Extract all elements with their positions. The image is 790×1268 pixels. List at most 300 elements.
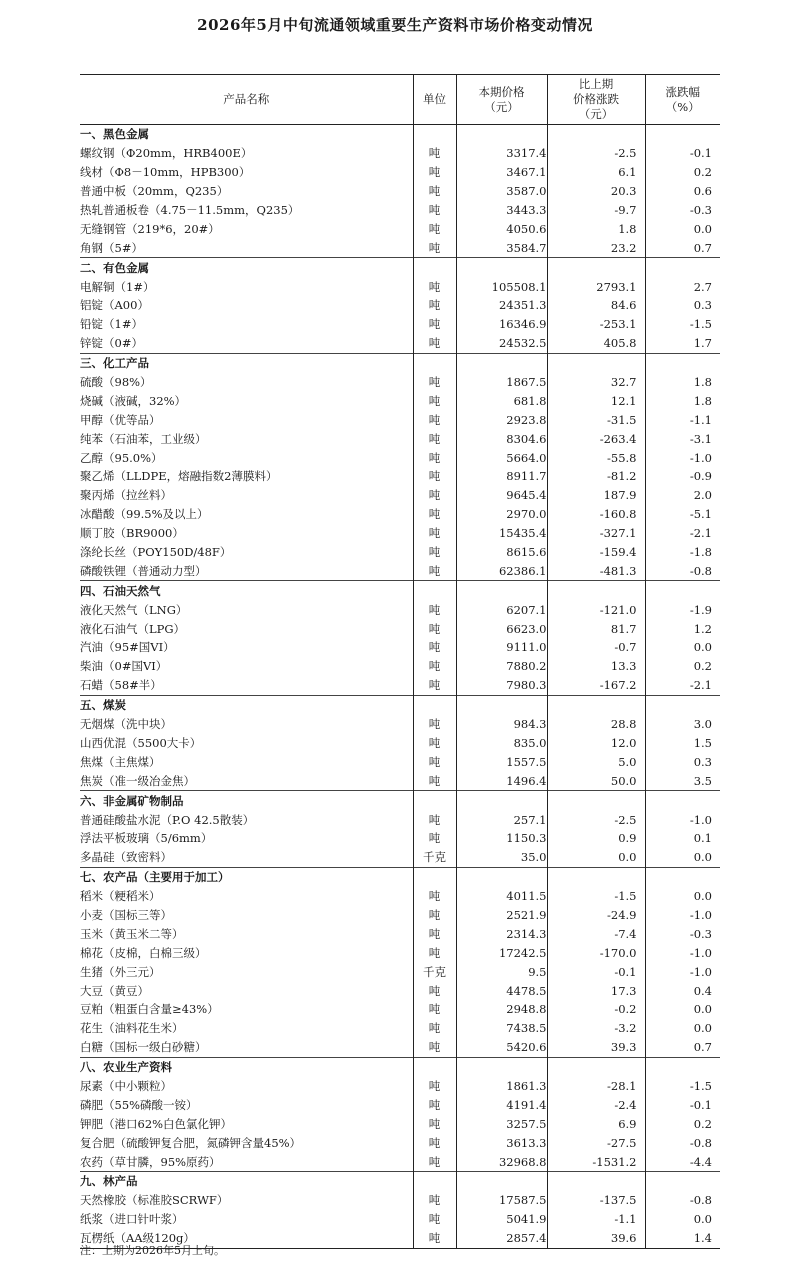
unit-cell: 吨 (413, 752, 456, 771)
pct-cell: 0.2 (645, 657, 720, 676)
empty-cell (547, 258, 645, 277)
pct-cell: -0.3 (645, 924, 720, 943)
header-change (547, 75, 645, 125)
header-pct-line: 涨跌幅 (665, 84, 700, 99)
header-price-unit: （元） (484, 99, 519, 114)
change-cell: -167.2 (547, 676, 645, 695)
table-row (80, 619, 720, 638)
table-row (80, 981, 720, 1000)
pct-cell: 0.0 (645, 1000, 720, 1019)
product-name-cell: 浮法平板玻璃（5/6mm） (80, 831, 213, 846)
table-row (80, 1191, 720, 1210)
empty-cell (645, 125, 720, 144)
change-cell: -0.1 (547, 962, 645, 981)
unit-cell: 千克 (413, 962, 456, 981)
table-row (80, 1077, 720, 1096)
table-row (80, 543, 720, 562)
price-cell: 3317.4 (456, 144, 547, 163)
page-title: 2026年5月中旬流通领域重要生产资料市场价格变动情况 (197, 16, 593, 34)
section-row (80, 581, 720, 600)
table-row (80, 1152, 720, 1171)
change-cell: -263.4 (547, 429, 645, 448)
empty-cell (645, 867, 720, 886)
table-row (80, 391, 720, 410)
price-cell: 24532.5 (456, 334, 547, 353)
pct-cell: 0.0 (645, 1019, 720, 1038)
section-title: 五、煤炭 (80, 695, 413, 714)
pct-cell: 0.1 (645, 829, 720, 848)
price-cell: 1557.5 (456, 752, 547, 771)
pct-cell: 1.5 (645, 734, 720, 753)
pct-cell: -0.3 (645, 201, 720, 220)
empty-cell (413, 695, 456, 714)
price-cell: 3467.1 (456, 163, 547, 182)
unit-cell: 吨 (413, 1133, 456, 1152)
empty-cell (456, 353, 547, 372)
empty-cell (645, 1057, 720, 1076)
change-cell: 84.6 (547, 296, 645, 315)
unit-cell: 吨 (413, 410, 456, 429)
empty-cell (413, 125, 456, 144)
table-row (80, 373, 720, 392)
table-row (80, 238, 720, 257)
empty-cell (456, 258, 547, 277)
product-name-cell: 白糖（国标一级白砂糖） (80, 1040, 207, 1055)
price-table (80, 74, 720, 1249)
pct-cell: 0.0 (645, 848, 720, 867)
unit-cell: 吨 (413, 1077, 456, 1096)
pct-cell: -0.8 (645, 561, 720, 580)
pct-cell: -0.8 (645, 1191, 720, 1210)
pct-cell: 0.0 (645, 219, 720, 238)
unit-cell: 吨 (413, 981, 456, 1000)
section-row (80, 1057, 720, 1076)
footnote: 注：上期为2026年5月上旬。 (80, 1244, 225, 1257)
pct-cell: 1.7 (645, 334, 720, 353)
price-cell: 24351.3 (456, 296, 547, 315)
change-cell: 39.6 (547, 1229, 645, 1248)
empty-cell (547, 353, 645, 372)
pct-cell: -1.0 (645, 962, 720, 981)
change-cell: -1531.2 (547, 1152, 645, 1171)
unit-cell: 吨 (413, 638, 456, 657)
unit-cell: 吨 (413, 334, 456, 353)
change-cell: -170.0 (547, 943, 645, 962)
pct-cell: 2.0 (645, 486, 720, 505)
header-change-line1: 比上期 (578, 77, 614, 91)
change-cell: 1.8 (547, 219, 645, 238)
header-price-line: 本期价格 (478, 84, 525, 99)
table-row (80, 924, 720, 943)
table-row (80, 1114, 720, 1133)
product-name-cell: 山西优混（5500大卡） (80, 735, 202, 750)
header-change-unit: （元） (578, 107, 614, 121)
table-body (80, 125, 720, 1249)
unit-cell: 吨 (413, 1191, 456, 1210)
change-cell: 5.0 (547, 752, 645, 771)
unit-cell: 吨 (413, 373, 456, 392)
unit-cell: 吨 (413, 943, 456, 962)
price-cell: 4478.5 (456, 981, 547, 1000)
empty-cell (456, 695, 547, 714)
pct-cell: 0.7 (645, 238, 720, 257)
product-name-cell: 玉米（黄玉米二等） (80, 926, 184, 941)
change-cell: -481.3 (547, 561, 645, 580)
change-cell: -121.0 (547, 600, 645, 619)
unit-cell: 吨 (413, 810, 456, 829)
change-cell: 0.9 (547, 829, 645, 848)
change-cell: -1.5 (547, 887, 645, 906)
price-cell: 8911.7 (456, 467, 547, 486)
section-title: 四、石油天然气 (80, 581, 413, 600)
table-row (80, 182, 720, 201)
empty-cell (547, 1057, 645, 1076)
change-cell: 405.8 (547, 334, 645, 353)
section-title: 一、黑色金属 (80, 127, 149, 142)
price-cell: 1861.3 (456, 1077, 547, 1096)
unit-cell: 吨 (413, 561, 456, 580)
empty-cell (645, 791, 720, 810)
table-row (80, 1038, 720, 1057)
unit-cell: 吨 (413, 238, 456, 257)
empty-cell (413, 791, 456, 810)
change-cell: -137.5 (547, 1191, 645, 1210)
unit-cell: 吨 (413, 163, 456, 182)
product-name-cell: 焦炭（准一级冶金焦） (80, 773, 195, 788)
price-cell: 3587.0 (456, 182, 547, 201)
product-name-cell: 豆粕（粗蛋白含量≥43%） (80, 1002, 219, 1017)
change-cell: -2.5 (547, 144, 645, 163)
table-row (80, 201, 720, 220)
pct-cell: 0.6 (645, 182, 720, 201)
product-name-cell: 小麦（国标三等） (80, 907, 172, 922)
change-cell: -27.5 (547, 1133, 645, 1152)
pct-cell: -2.1 (645, 524, 720, 543)
table-row (80, 524, 720, 543)
pct-cell: 1.8 (645, 373, 720, 392)
product-name-cell: 汽油（95#国VI） (80, 640, 175, 655)
product-name-cell: 棉花（皮棉，白棉三级） (80, 945, 207, 960)
price-cell: 7880.2 (456, 657, 547, 676)
unit-cell: 吨 (413, 715, 456, 734)
unit-cell: 吨 (413, 1038, 456, 1057)
table-header (80, 75, 720, 125)
section-row (80, 695, 720, 714)
unit-cell: 吨 (413, 448, 456, 467)
price-cell: 257.1 (456, 810, 547, 829)
table-row (80, 315, 720, 334)
change-cell: 50.0 (547, 771, 645, 790)
section-title: 二、有色金属 (80, 258, 413, 277)
unit-cell: 吨 (413, 296, 456, 315)
unit-cell: 吨 (413, 524, 456, 543)
price-cell: 8304.6 (456, 429, 547, 448)
unit-cell: 吨 (413, 887, 456, 906)
empty-cell (645, 581, 720, 600)
section-row (80, 353, 720, 372)
product-name-cell: 烧碱（液碱，32%） (80, 393, 187, 408)
price-cell: 4050.6 (456, 219, 547, 238)
table-row (80, 486, 720, 505)
price-cell: 2948.8 (456, 1000, 547, 1019)
pct-cell: 0.0 (645, 887, 720, 906)
product-name-cell: 甲醇（优等品） (80, 412, 161, 427)
section-row (80, 867, 720, 886)
product-name-cell: 生猪（外三元） (80, 964, 161, 979)
table-row (80, 657, 720, 676)
table-row (80, 734, 720, 753)
price-cell: 16346.9 (456, 315, 547, 334)
table-row (80, 906, 720, 925)
product-name-cell: 农药（草甘膦，95%原药） (80, 1154, 221, 1169)
product-name-cell: 铅锭（1#） (80, 317, 143, 332)
product-name-cell: 冰醋酸（99.5%及以上） (80, 507, 209, 522)
change-cell: 0.0 (547, 848, 645, 867)
table-row (80, 943, 720, 962)
change-cell: -24.9 (547, 906, 645, 925)
empty-cell (456, 791, 547, 810)
table-row (80, 1000, 720, 1019)
pct-cell: -1.5 (645, 315, 720, 334)
table-row (80, 429, 720, 448)
product-name-cell: 顺丁胶（BR9000） (80, 526, 184, 541)
product-name-cell: 纸浆（进口针叶浆） (80, 1212, 184, 1227)
product-name-cell: 硫酸（98%） (80, 375, 152, 390)
pct-cell: 1.4 (645, 1229, 720, 1248)
price-cell: 9645.4 (456, 486, 547, 505)
pct-cell: -0.8 (645, 1133, 720, 1152)
table-row (80, 144, 720, 163)
table-row (80, 1133, 720, 1152)
change-cell: -327.1 (547, 524, 645, 543)
empty-cell (547, 125, 645, 144)
header-pct-unit: （%） (665, 99, 700, 114)
empty-cell (413, 353, 456, 372)
unit-cell: 吨 (413, 829, 456, 848)
table-row (80, 219, 720, 238)
product-name-cell: 天然橡胶（标准胶SCRWF） (80, 1193, 229, 1208)
unit-cell: 吨 (413, 1114, 456, 1133)
change-cell: -7.4 (547, 924, 645, 943)
product-name-cell: 磷酸铁锂（普通动力型） (80, 563, 207, 578)
price-cell: 3443.3 (456, 201, 547, 220)
pct-cell: -0.1 (645, 144, 720, 163)
empty-cell (413, 581, 456, 600)
unit-cell: 吨 (413, 543, 456, 562)
unit-cell: 吨 (413, 657, 456, 676)
product-name-cell: 纯苯（石油苯，工业级） (80, 431, 207, 446)
unit-cell: 吨 (413, 429, 456, 448)
change-cell: 12.0 (547, 734, 645, 753)
change-cell: -31.5 (547, 410, 645, 429)
change-cell: 39.3 (547, 1038, 645, 1057)
pct-cell: 3.0 (645, 715, 720, 734)
unit-cell: 吨 (413, 1000, 456, 1019)
empty-cell (645, 258, 720, 277)
pct-cell: -0.1 (645, 1095, 720, 1114)
unit-cell: 吨 (413, 201, 456, 220)
table-row (80, 1210, 720, 1229)
change-cell: -253.1 (547, 315, 645, 334)
unit-cell: 吨 (413, 924, 456, 943)
change-cell: 187.9 (547, 486, 645, 505)
empty-cell (413, 1057, 456, 1076)
unit-cell: 吨 (413, 391, 456, 410)
price-cell: 2970.0 (456, 505, 547, 524)
change-cell: -81.2 (547, 467, 645, 486)
change-cell: 6.9 (547, 1114, 645, 1133)
pct-cell: 1.8 (645, 391, 720, 410)
product-name-cell: 无烟煤（洗中块） (80, 717, 172, 732)
pct-cell: -1.0 (645, 906, 720, 925)
empty-cell (547, 581, 645, 600)
product-name-cell: 螺纹钢（Φ20mm，HRB400E） (80, 146, 253, 161)
unit-cell: 吨 (413, 182, 456, 201)
price-cell: 4191.4 (456, 1095, 547, 1114)
header-change-line2: 价格涨跌 (573, 92, 619, 106)
price-cell: 1867.5 (456, 373, 547, 392)
pct-cell: -1.1 (645, 410, 720, 429)
product-name-cell: 瓦楞纸（AA级120g） (80, 1229, 413, 1248)
empty-cell (547, 791, 645, 810)
section-title: 九、林产品 (80, 1171, 413, 1190)
header-price (456, 75, 547, 125)
table-row (80, 296, 720, 315)
section-title: 六、非金属矿物制品 (80, 791, 413, 810)
pct-cell: 0.0 (645, 1210, 720, 1229)
change-cell: 32.7 (547, 373, 645, 392)
pct-cell: -1.5 (645, 1077, 720, 1096)
product-name-cell: 乙醇（95.0%） (80, 450, 163, 465)
table-row (80, 1019, 720, 1038)
price-cell: 4011.5 (456, 887, 547, 906)
product-name-cell: 尿素（中小颗粒） (80, 1078, 172, 1093)
table-row (80, 848, 720, 867)
pct-cell: -1.0 (645, 448, 720, 467)
empty-cell (547, 695, 645, 714)
price-cell: 3584.7 (456, 238, 547, 257)
table-row (80, 771, 720, 790)
unit-cell: 吨 (413, 676, 456, 695)
product-name-cell: 铝锭（A00） (80, 298, 149, 313)
change-cell: 12.1 (547, 391, 645, 410)
price-cell: 5664.0 (456, 448, 547, 467)
change-cell: 6.1 (547, 163, 645, 182)
table-row (80, 1095, 720, 1114)
unit-cell: 吨 (413, 467, 456, 486)
section-title: 三、化工产品 (80, 353, 413, 372)
pct-cell: 0.0 (645, 638, 720, 657)
price-cell: 17242.5 (456, 943, 547, 962)
table-row (80, 638, 720, 657)
table-row (80, 715, 720, 734)
product-name-cell: 液化石油气（LPG） (80, 621, 186, 636)
unit-cell: 吨 (413, 486, 456, 505)
price-cell: 35.0 (456, 848, 547, 867)
price-cell: 8615.6 (456, 543, 547, 562)
price-cell: 3257.5 (456, 1114, 547, 1133)
table-row (80, 887, 720, 906)
section-row (80, 125, 720, 144)
unit-cell: 吨 (413, 1095, 456, 1114)
section-row (80, 1171, 720, 1190)
price-cell: 7980.3 (456, 676, 547, 695)
product-name-cell: 磷肥（55%磷酸一铵） (80, 1097, 198, 1112)
pct-cell: -2.1 (645, 676, 720, 695)
change-cell: 81.7 (547, 619, 645, 638)
change-cell: -0.7 (547, 638, 645, 657)
pct-cell: 1.2 (645, 619, 720, 638)
pct-cell: 0.2 (645, 1114, 720, 1133)
pct-cell: 0.3 (645, 296, 720, 315)
table-row (80, 962, 720, 981)
unit-cell: 吨 (413, 734, 456, 753)
empty-cell (645, 695, 720, 714)
price-cell: 681.8 (456, 391, 547, 410)
unit-cell: 吨 (413, 219, 456, 238)
table-row (80, 410, 720, 429)
empty-cell (645, 353, 720, 372)
empty-cell (547, 867, 645, 886)
pct-cell: -3.1 (645, 429, 720, 448)
pct-cell: 0.4 (645, 981, 720, 1000)
table-row (80, 277, 720, 296)
table-row (80, 829, 720, 848)
change-cell: -160.8 (547, 505, 645, 524)
price-cell: 835.0 (456, 734, 547, 753)
table-row (80, 334, 720, 353)
unit-cell: 吨 (413, 1019, 456, 1038)
product-name-cell: 稻米（粳稻米） (80, 889, 161, 904)
product-name-cell: 柴油（0#国VI） (80, 659, 168, 674)
product-name-cell: 聚丙烯（拉丝料） (80, 488, 172, 503)
unit-cell: 吨 (413, 906, 456, 925)
product-name-cell: 液化天然气（LNG） (80, 602, 188, 617)
table-row (80, 561, 720, 580)
table-row (80, 163, 720, 182)
header-pct (645, 75, 720, 125)
product-name-cell: 电解铜（1#） (80, 279, 155, 294)
empty-cell (456, 867, 547, 886)
table-row (80, 505, 720, 524)
section-title: 八、农业生产资料 (80, 1057, 413, 1076)
change-cell: -28.1 (547, 1077, 645, 1096)
section-row (80, 258, 720, 277)
table-row (80, 600, 720, 619)
table-row (80, 752, 720, 771)
unit-cell: 吨 (413, 277, 456, 296)
product-name-cell: 无缝钢管（219*6，20#） (80, 221, 220, 236)
empty-cell (456, 1171, 547, 1190)
section-title: 七、农产品（主要用于加工） (80, 867, 413, 886)
change-cell: -159.4 (547, 543, 645, 562)
price-cell: 32968.8 (456, 1152, 547, 1171)
empty-cell (456, 125, 547, 144)
product-name-cell: 聚乙烯（LLDPE，熔融指数2薄膜料） (80, 469, 278, 484)
price-cell: 17587.5 (456, 1191, 547, 1210)
price-cell: 3613.3 (456, 1133, 547, 1152)
table-row (80, 467, 720, 486)
product-name-cell: 普通硅酸盐水泥（P.O 42.5散装） (80, 812, 255, 827)
price-cell: 2521.9 (456, 906, 547, 925)
pct-cell: -5.1 (645, 505, 720, 524)
product-name-cell: 复合肥（硫酸钾复合肥，氮磷钾含量45%） (80, 1135, 302, 1150)
unit-cell: 吨 (413, 619, 456, 638)
unit-cell: 千克 (413, 848, 456, 867)
pct-cell: 0.2 (645, 163, 720, 182)
change-cell: 13.3 (547, 657, 645, 676)
product-name-cell: 大豆（黄豆） (80, 983, 149, 998)
